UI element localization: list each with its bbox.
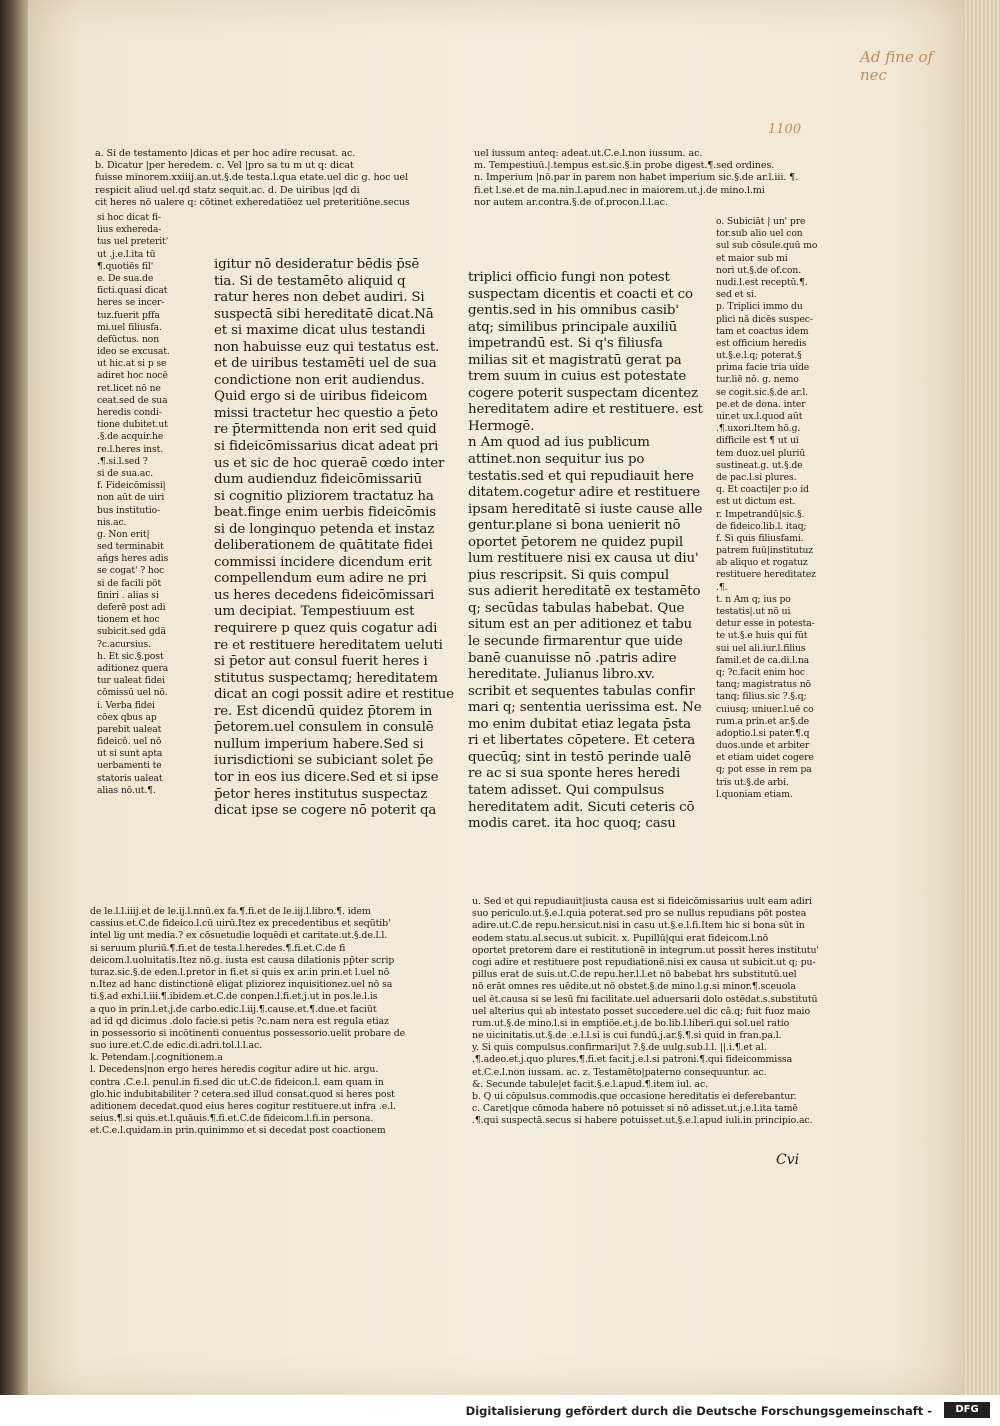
text-line: aditionem decedat.quod eius heres cogitur restituere.ut infra .e.l. <box>90 1101 396 1112</box>
text-line: re. Est dicendū quidez p̄torem in <box>214 703 433 719</box>
text-line: re et restituere hereditatem ueluti <box>214 637 443 653</box>
text-line: de le.l.l.iiij.et de le.ij.l.nnū.ex fa.¶.fi.et de le.iij.l.libro.¶. idem <box>90 906 371 917</box>
text-line: non aūt de uiri <box>97 492 165 504</box>
handwritten-folio-number: 1100 <box>768 122 802 137</box>
text-line: ad id qd dicimus .dolo facie.si petis ?c.nam nera est regula etiaz <box>90 1015 389 1027</box>
text-line: ratur heres non debet audiri. Si <box>214 290 425 306</box>
text-line: .¶.uxori.Item hō.g. <box>716 423 801 435</box>
text-line: .¶.adeo.et.j.quo plures.¶.fi.et facit.j.e.l.si patroni.¶.qui fideicommissa <box>472 1054 793 1066</box>
text-line: rum.a prin.et ar.§.de <box>716 715 809 727</box>
text-line: Hermogē. <box>468 418 535 434</box>
handwritten-note: Ad fine of nec <box>860 48 934 84</box>
text-line: us et sic de hoc queraē cœdo inter <box>214 455 445 471</box>
text-line: dum audienduz fideicōmissariū <box>214 472 422 488</box>
text-line: q; ?c.facit enim hoc <box>716 666 805 678</box>
text-line: suspectā sibi hereditatē dicat.Nā <box>214 306 434 322</box>
text-line: suo periculo.ut.§.e.l.quia poterat.sed pro se nullus repudians pōt postea <box>472 908 807 920</box>
text-line: difficile est ¶ ut ui <box>716 435 799 447</box>
text-line: adire.ut.C.de repu.her.sicut.nisi in casu ut.§.e.l.fi.Item hic si bona sūt in <box>472 920 805 932</box>
text-line: h. Et sic.§.post <box>97 650 164 662</box>
text-line: l. Decedens|non ergo heres heredis cogitur adire ut hic. argu. <box>90 1064 379 1076</box>
text-line: ab aliquo et rogatuz <box>716 557 808 569</box>
text-line: r. Impetrandū|sic.§. <box>716 508 805 520</box>
text-line: se cogit.sic.§.de ar.l. <box>716 386 808 398</box>
text-line: suspectam dicentis et coacti et co <box>468 286 693 302</box>
text-line: .¶. <box>716 581 728 593</box>
text-line: gentis.sed in his omnibus casib' <box>468 303 679 319</box>
text-line: fi.et l.se.et de ma.nin.l.apud.nec in maiorem.ut.j.de mino.l.mi <box>474 184 765 196</box>
text-line: p̄etor heres institutus suspectaz <box>214 786 428 802</box>
text-line: atq; similibus principale auxiliū <box>468 319 678 335</box>
text-line: sui uel ali.iur.l.filius <box>716 642 806 654</box>
text-line: lius exhereda- <box>97 224 162 236</box>
text-line: lum restituere nisi ex causa ut diu' <box>468 551 699 567</box>
text-line: de pac.l.si plures. <box>716 471 797 483</box>
text-line: intel lig unt media.? ex cōsuetudie loquēdi et caritate.ut.§.de.l.l. <box>90 930 388 942</box>
text-line: dicat an cogi possit adire et restitue <box>214 687 454 703</box>
text-line: modis caret. ita hoc quoq; casu <box>468 816 676 832</box>
text-line: situm est an per aditionez et tabu <box>468 617 693 633</box>
text-line: n. Imperium |nō.par in parem non habet imperium sic.§.de ar.l.iii. ¶. <box>474 172 799 184</box>
text-line: ¶.quotiēs fil' <box>97 260 154 272</box>
text-line: &. Secunde tabule|et facit.§.e.l.apud.¶.item iul. ac. <box>472 1078 709 1090</box>
text-line: f. Fideicōmissi| <box>97 480 166 492</box>
text-line: ri et libertates cōpetere. Et cetera <box>468 733 696 749</box>
text-line: adoptio.l.si pater.¶.q <box>716 727 810 739</box>
text-line: rum.ut.§.de mino.l.si in emptiōe.et.j.de bo.lib.l.liberī.qui sol.uel ratio <box>472 1017 790 1029</box>
text-line: deferē post adi <box>97 602 166 613</box>
text-line: et maior sub mi <box>716 252 788 264</box>
text-line: i. Verba fidei <box>97 699 155 711</box>
text-line: igitur nō desideratur bēdis p̄sē <box>214 257 420 272</box>
book-page <box>28 0 964 1395</box>
text-line: si cognitio pliziorem tractatuz ha <box>214 488 434 504</box>
text-line: mo enim dubitat etiaz legata p̄sta <box>468 716 691 732</box>
text-line: si fideicōmissarius dicat adeat pri <box>214 439 439 455</box>
text-line: banē cuanuisse nō .patris adire <box>468 650 677 666</box>
text-line: compellendum eum adire ne pri <box>214 571 427 587</box>
text-line: respicit aliud uel.qd statz sequit.ac. d. De uiribus |qd di <box>95 184 360 196</box>
text-line: ne uicinitatis.ut.§.de .e.l.l.si is cui fundū.j.ar.§.¶.si quid in fran.pa.l. <box>472 1030 782 1042</box>
gloss-left-margin <box>97 212 170 797</box>
text-line: heredis condi- <box>97 407 162 418</box>
text-line: a. Si de testamento |dicas et per hoc adire recusat. ac. <box>95 148 356 159</box>
text-line: q. Et coacti|er p:o id <box>716 484 809 496</box>
text-line: suo iure.et.C.de edic.di.adri.tol.l.l.ac. <box>90 1040 263 1052</box>
text-line: sed et si. <box>716 289 757 301</box>
text-line: scribit et sequentes tabulas confir <box>468 683 695 699</box>
text-line: p. Triplici immo du <box>716 301 803 313</box>
text-line: nullum imperium habere.Sed si <box>214 736 424 752</box>
text-line: et de uiribus testamēti uel de sua <box>214 356 437 372</box>
text-line: dicat ipse se cogere nō poterit qa <box>214 803 437 819</box>
text-line: Quid ergo si de uiribus fideicom <box>214 389 428 405</box>
text-line: cōmissū uel nō. <box>97 687 168 699</box>
text-line: adiret hoc nocē <box>97 370 168 382</box>
text-line: pillus erat de suis.ut.C.de repu.her.l.l.et nō babebat hrs substitutū.uel <box>472 969 797 981</box>
text-line: glo.hic indubitabiliter ? cetera.sed illud consat.quod si heres post <box>90 1088 395 1100</box>
text-line: c. Caret|que cōmoda habere nō potuisset si nō adisset.ut.j.e.l.ita tamē <box>472 1103 798 1115</box>
text-line: in possessorio si incōtinenti conuentus possessorio.uelit probare de <box>90 1027 406 1039</box>
text-line: re ac si sua sponte heres heredi <box>468 766 681 782</box>
text-line: restituere hereditatez <box>716 569 816 581</box>
text-line: parebit ualeat <box>97 723 162 735</box>
text-line: si de longinquo petenda et instaz <box>214 521 435 537</box>
text-line: mari q; sententia uerissima est. Ne <box>468 700 702 716</box>
text-line: um decipiat. Tempestiuum est <box>214 604 415 620</box>
text-line: us heres decedens fideicōmissari <box>214 587 435 603</box>
text-line: famil.et de ca.di.l.na <box>716 654 810 666</box>
main-text-column-left <box>214 257 454 820</box>
text-line: si seruum pluriū.¶.fi.et de testa.l.heredes.¶.fi.et.C.de fi <box>90 942 346 954</box>
text-line: deliberationem de quātitate fidei <box>214 538 433 554</box>
text-line: l.quoniam etiam. <box>716 788 793 800</box>
text-line: est officium heredis <box>716 337 807 349</box>
text-line: patrem fuū|institutuz <box>716 545 814 557</box>
text-line: oportet pretorem dare ei restitutionē in integrum.ut possit heres institutu' <box>472 944 819 956</box>
text-line: subicit.sed gdā <box>97 626 166 638</box>
text-line: q; secūdas tabulas habebat. Que <box>468 600 685 616</box>
text-line: prima facie tria uide <box>716 362 810 374</box>
text-line: nor autem ar.contra.§.de of.procon.l.l.ac. <box>474 196 668 208</box>
text-line: re.l.heres inst. <box>97 443 164 455</box>
text-line: tanq; magistratus nō <box>716 679 811 691</box>
quire-signature: Cvi <box>776 1152 800 1168</box>
text-line: u. Sed et qui repudiauit|iusta causa est si fideicōmissarius uult eam adiri <box>472 896 812 907</box>
text-line: aňgs heres adis <box>97 553 169 565</box>
text-line: .¶.si.l.sed ? <box>97 455 148 467</box>
text-line: ditatem.cogetur adire et restituere <box>468 485 701 501</box>
text-line: cuiusq; uniuer.l.uē co <box>716 703 814 715</box>
text-line: seius.¶.si quis.et.l.quāuis.¶.fi.et.C.de fideicom.l.fi.in persona. <box>90 1113 374 1125</box>
text-line: o. Subiciāt | un' pre <box>716 216 806 227</box>
text-line: tem duoz.uel pluriū <box>716 447 806 459</box>
text-line: ipsam hereditatē si iuste cause alle <box>468 501 703 517</box>
text-line: tor.sub alio uel con <box>716 228 803 240</box>
text-line: de fideico.lib.l. itaq; <box>716 520 807 532</box>
text-line: alias nō.ut.¶. <box>97 784 156 796</box>
text-line: nō erāt omnes res uēdite.ut nō obstet.§.de mino.l.g.si minor.¶.sceuola <box>472 981 796 993</box>
text-line: attinet.non sequitur ius po <box>468 452 645 468</box>
text-line: et.C.e.l.quidam.in prin.quinimmo et si decedat post coactionem <box>90 1125 386 1137</box>
text-line: et etiam uidet cogere <box>716 752 814 764</box>
text-line: sus adierit hereditatē ex testamēto <box>468 584 701 600</box>
text-line: nis.ac. <box>97 516 127 528</box>
text-line: tam et coactus idem <box>716 325 809 337</box>
text-line: te ut.§.e huis qui fūt <box>716 630 808 642</box>
text-line: sustineat.g. ut.§.de <box>716 459 803 471</box>
text-line: ret.licet nō ne <box>97 382 161 394</box>
text-line: non habuisse euz qui testatus est. <box>214 339 440 355</box>
text-line: tus uel preterit' <box>97 236 169 248</box>
text-line: cōex qbus ap <box>97 711 157 723</box>
text-line: p̄etorem.uel consulem in consulē <box>214 720 434 736</box>
text-line: nori ut.§.de of.con. <box>716 264 802 276</box>
text-line: ut.§.e.l.q; poterat.§ <box>716 350 802 362</box>
text-line: fideicō. uel nō <box>97 736 162 748</box>
text-line: n.Itez ad hanc distinctionē eligat pliziorez inquisitionez.uel nō sa <box>90 979 393 991</box>
text-line: iurisdictioni se subiciant solet p̄e <box>214 753 434 769</box>
text-line: tur ualeat fidei <box>97 675 165 687</box>
text-line: contra .C.e.l. penul.in fi.sed dic ut.C.de fideicon.l. eam quam in <box>90 1076 384 1088</box>
text-line: tionem et hoc <box>97 614 160 626</box>
text-line: ut si sunt apta <box>97 748 163 760</box>
text-line: bus institutio- <box>97 504 161 516</box>
text-line: finiri . alias si <box>97 589 159 601</box>
text-line: defūctus. non <box>97 333 160 345</box>
text-line: est ut dictum est. <box>716 496 796 508</box>
page-edges-right <box>958 0 1000 1395</box>
text-line: ideo se excusat. <box>97 346 170 358</box>
text-line: f. Si quis filiusfami. <box>716 532 804 544</box>
text-line: deicom.l.uoluitatis.Itez nō.g. iusta est causa dilationis pp̄ter scrip <box>90 954 395 966</box>
text-line: trem suum in cuius est potestate <box>468 369 687 385</box>
text-line: cit heres nō ualere q: cōtinet exheredatiōez uel preteritiōne.secus <box>95 196 410 208</box>
text-line: tor in eos ius dicere.Sed et si ipse <box>214 769 439 785</box>
text-line: .§.de acquir.he <box>97 431 164 443</box>
text-line: turaz.sic.§.de eden.l.pretor in fi.et si quis ex ar.in prin.et l.uel nō <box>90 966 390 978</box>
text-line: tuz.fuerit pffa <box>97 309 160 321</box>
text-line: testatis.sed et qui repudiauit here <box>468 468 694 484</box>
text-line: n Am quod ad ius publicum <box>468 435 650 451</box>
text-line: pe.et de dona. inter <box>716 398 806 410</box>
text-line: tia. Si de testamēto aliquid q <box>214 273 406 289</box>
text-line: oportet p̄etorem ne quidez pupil <box>468 534 684 550</box>
text-line: tatem adisset. Qui compulsus <box>468 782 665 798</box>
text-line: k. Petendam.|.cognitionem.a <box>90 1052 223 1064</box>
gloss-right-margin <box>716 216 817 801</box>
text-line: eodem statu.al.secus.ut subicit. x. Pupillū|qui erat fideicom.l.nō <box>472 932 769 944</box>
text-line: ti.§.ad exhi.l.iii.¶.ibidem.et.C.de conpen.l.fi.et.j.ut in pos.le.l.is <box>90 991 378 1003</box>
text-line: si hoc dicat fi- <box>97 212 161 223</box>
text-line: tione dubitet.ut <box>97 419 168 431</box>
text-line: triplici officio fungi non potest <box>468 270 670 285</box>
text-line: nudi.l.est receptū.¶. <box>716 276 808 288</box>
gloss-top-right <box>474 148 798 209</box>
text-line: uel alterius qui ab intestato posset succedere.uel dic cā.q; fuit fuoz maio <box>472 1005 810 1017</box>
text-line: condictione non erit audiendus. <box>214 372 425 388</box>
text-line: hereditatem adit. Sicuti ceteris cō <box>468 799 695 815</box>
text-line: quecūq; sint in testō perinde ualē <box>468 749 692 765</box>
text-line: uerbamenti te <box>97 760 162 772</box>
text-line: beat.finge enim uerbis fideicōmis <box>214 505 436 521</box>
text-line: sul sub cōsule.quū mo <box>716 240 818 252</box>
text-line: gentur.plane si bona uenierit nō <box>468 518 681 534</box>
text-line: b. Dicatur |per heredem. c. Vel |pro sa tu m ut q: dicat <box>95 160 354 172</box>
text-line: sed terminabit <box>97 541 164 553</box>
text-line: requirere p quez quis cogatur adi <box>214 621 438 637</box>
text-line: milias sit et magistratū gerat pa <box>468 352 682 368</box>
text-line: a quo in prin.l.et.j.de carbo.edic.l.iij.¶.cause.et.¶.due.et faciūt <box>90 1003 377 1015</box>
dfg-logo: DFG <box>944 1402 990 1418</box>
text-line: g. Non erit| <box>97 528 150 540</box>
text-line: si de facili pōt <box>97 577 162 589</box>
text-line: statoris ualeat <box>97 772 163 784</box>
text-line: commissi incidere dicendum erit <box>214 554 432 570</box>
text-line: uel ēt.causa si se lesū fni facilitate.uel aduersarii dolo ostēdat.s.substitutū <box>472 993 818 1005</box>
text-line: cassius.et.C.de fideico.l.cū uirū.Itez ex precedentibus et seqūtib' <box>90 918 391 930</box>
text-line: heres se incer- <box>97 297 165 309</box>
text-line: pius rescripsit. Si quis compul <box>468 567 670 583</box>
text-line: uir.et ux.l.quod aūt <box>716 411 803 422</box>
text-line: ficti.quasi dicat <box>97 285 168 297</box>
text-line: ut .j.e.l.ita tū <box>97 248 156 260</box>
gloss-top-left <box>95 148 410 209</box>
text-line: cogi adire et restituere post repudiationē.nisi ex causa ut subicit.ut q; pu- <box>472 956 816 968</box>
text-line: si de sua.ac. <box>97 467 154 479</box>
text-line: t. n Am q; ius po <box>716 593 791 605</box>
text-line: uel iussum anteq: adeat.ut.C.e.l.non iussum. ac. <box>474 148 703 159</box>
text-line: mi.uel filiusfa. <box>97 321 162 333</box>
text-line: detur esse in potesta- <box>716 618 815 630</box>
text-line: ceat.sed de sua <box>97 394 168 406</box>
text-line: plici nā dicēs suspec- <box>716 313 813 325</box>
text-line: m. Tempestiuū.|.tempus est.sic.§.in probe digest.¶.sed ordines. <box>474 160 775 172</box>
text-line: ?c.acursius. <box>97 638 151 650</box>
text-line: re p̄termittenda non erit sed quid <box>214 422 437 438</box>
text-line: ut hic.at si p se <box>97 358 167 370</box>
text-line: tanq; filius.sic ?.§.q; <box>716 691 807 703</box>
text-line: tris ut.§.de arbi. <box>716 776 789 788</box>
text-line: et si maxime dicat ulus testandi <box>214 323 426 339</box>
footer-credit: Digitalisierung gefördert durch die Deutsche Forschungsgemeinschaft - <box>465 1404 932 1418</box>
text-line: q; pot esse in rem pa <box>716 764 812 776</box>
gloss-bottom-right <box>472 896 819 1128</box>
text-line: .¶.qui suspectā.secus si habere potuisset.ut.§.e.l.apud iuli.in principio.ac. <box>472 1115 813 1127</box>
text-line: testatis|.ut nō ui <box>716 606 791 617</box>
text-line: aditionez quera <box>97 662 169 674</box>
text-line: impetrandū est. Si q's filiusfa <box>468 336 663 352</box>
text-line: si p̄etor aut consul fuerit heres i <box>214 654 428 670</box>
gloss-bottom-left <box>90 906 405 1138</box>
text-line: missi tractetur hec questio a p̄eto <box>214 405 438 421</box>
text-line: hereditate. Julianus libro.xv. <box>468 667 655 683</box>
text-line: stitutus suspectamq; hereditatem <box>214 670 438 686</box>
text-line: le secunde firmarentur que uide <box>468 634 683 650</box>
text-line: b. Q ui cōpulsus.commodis.que occasione hereditatis ei deferebantur. <box>472 1091 797 1102</box>
main-text-column-right <box>468 270 703 833</box>
text-line: hereditatem adire et restituere. est <box>468 402 703 418</box>
text-line: y. Si quis compulsus.confirmari|ut ?.§.de uulg.sub.l.l. ||.i.¶.et al. <box>472 1042 767 1054</box>
text-line: e. De sua.de <box>97 272 154 284</box>
text-line: se cogat' ? hoc <box>97 565 165 577</box>
text-line: fuisse minorem.xxiiij.an.ut.§.de testa.l.qua etate.uel dic g. hoc uel <box>95 172 409 184</box>
text-line: cogere poterit suspectam dicentez <box>468 385 698 401</box>
text-line: duos.unde et arbiter <box>716 740 810 752</box>
text-line: tur.liē nō. g. nemo <box>716 374 799 386</box>
text-line: et.C.e.l.non iussam. ac. z. Testamēto|paterno consequuntur. ac. <box>472 1066 767 1078</box>
